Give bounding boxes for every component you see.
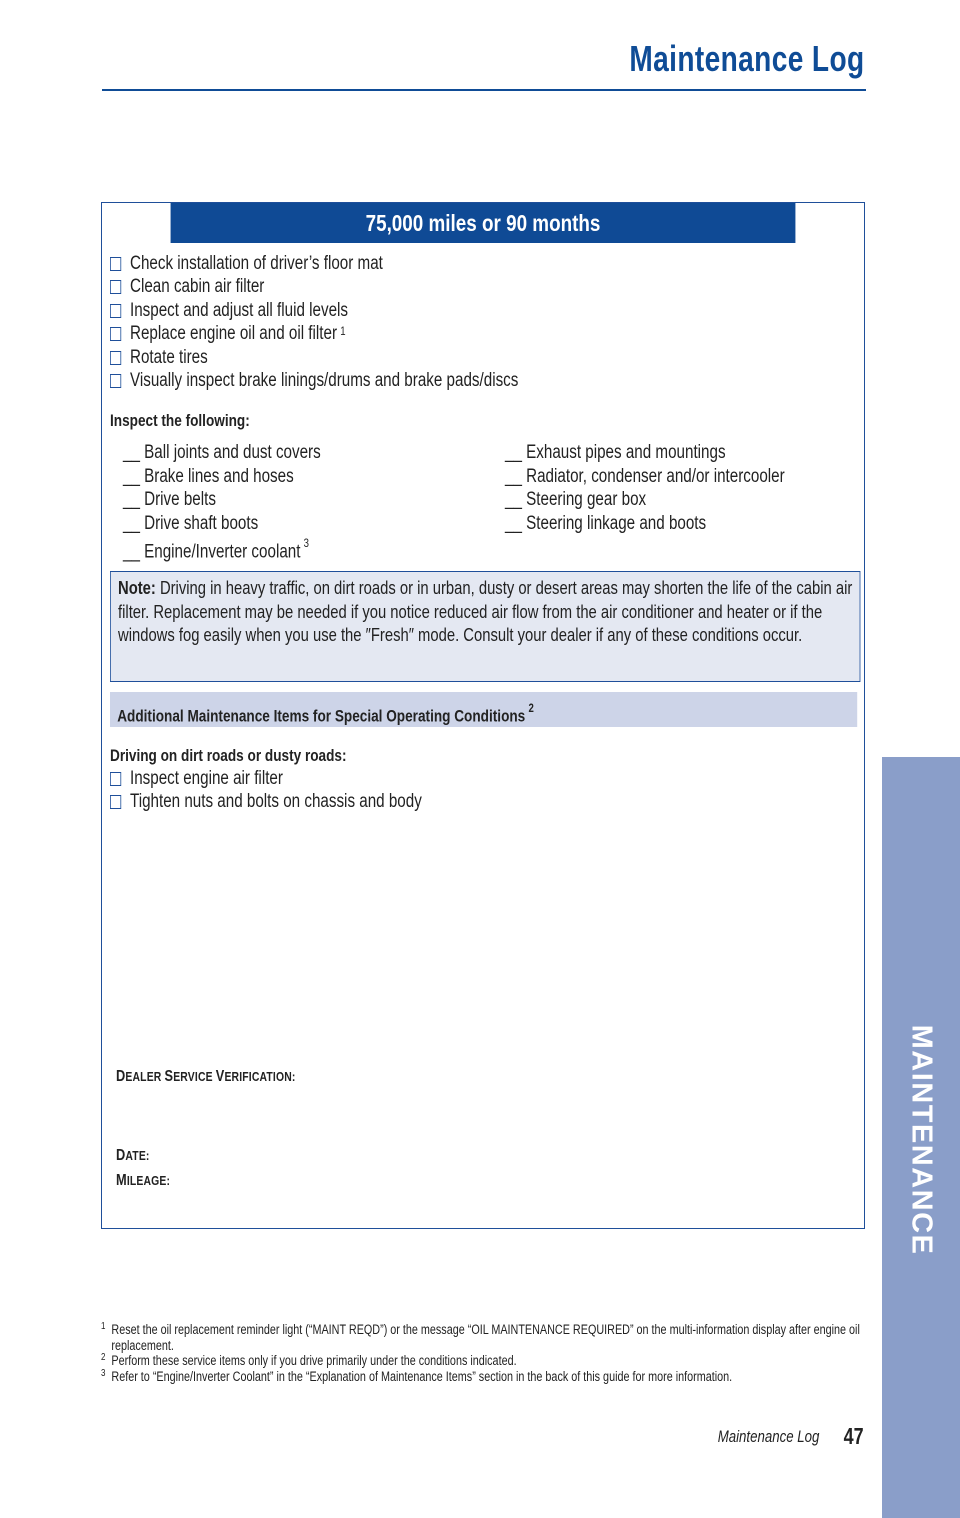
footnote-ref: 1 xyxy=(340,324,346,339)
inspect-item: __ Engine/Inverter coolant $^3$ xyxy=(123,536,309,563)
dealer-verification-label: DEALER SERVICE VERIFICATION: xyxy=(116,1068,296,1085)
checklist-item[interactable] xyxy=(110,276,518,300)
checkbox-icon[interactable] xyxy=(110,374,121,388)
inspect-item: __ Drive belts xyxy=(123,489,216,510)
checkbox-icon[interactable] xyxy=(110,795,121,809)
footnote: 2 Perform these service items only if you drive primarily under the conditions indicated. xyxy=(101,1352,517,1368)
footer-label: Maintenance Log xyxy=(717,1427,819,1446)
side-tab-label: MAINTENANCE xyxy=(905,1024,938,1256)
footnote-ref: 3 xyxy=(303,536,309,550)
checkbox-icon[interactable] xyxy=(110,351,121,365)
checklist-item-label: Replace engine oil and oil filter xyxy=(130,323,338,345)
inspect-item: __ Brake lines and hoses xyxy=(123,465,294,487)
additional-items-title: Additional Maintenance Items for Special Operating Conditions xyxy=(117,706,526,726)
checkbox-icon[interactable] xyxy=(110,772,121,786)
checklist-item-label: Clean cabin air filter xyxy=(130,276,265,298)
title-divider xyxy=(102,89,866,91)
checkbox-icon[interactable] xyxy=(110,327,121,341)
checklist-item-label: Visually inspect brake linings/drums and brake pads/discs xyxy=(130,370,519,392)
checkbox-icon[interactable] xyxy=(110,304,121,318)
maintenance-card xyxy=(101,202,865,1229)
inspect-item: __ Drive shaft boots xyxy=(123,512,259,534)
checklist-item-label: Inspect and adjust all fluid levels xyxy=(130,299,348,321)
page-title: Maintenance Log xyxy=(629,38,865,79)
inspect-item: __ Ball joints and dust covers xyxy=(123,442,321,463)
inspect-list-right xyxy=(505,441,785,535)
inspect-item: __ Steering linkage and boots xyxy=(505,512,707,534)
inspect-item: __ Steering gear box xyxy=(505,489,647,510)
dirt-roads-heading: Driving on dirt roads or dusty roads: xyxy=(110,746,347,765)
checklist-item[interactable] xyxy=(110,323,518,347)
mileage-label: MILEAGE: xyxy=(116,1172,171,1189)
checklist-item[interactable] xyxy=(110,346,518,370)
checklist-item-label: Tighten nuts and bolts on chassis and body xyxy=(130,791,422,813)
checklist-item[interactable] xyxy=(110,767,422,791)
checkbox-icon[interactable] xyxy=(110,280,121,294)
checklist-item[interactable] xyxy=(110,791,422,815)
checklist-item-label: Check installation of driver’s floor mat xyxy=(130,252,383,274)
service-checklist xyxy=(110,252,518,393)
note-text: Driving in heavy traffic, on dirt roads or in urban, dusty or desert areas may shorten the life of the cabin air filter. Replacement may be needed if you notice reduced air flow from the air conditioner and heater or if the windows fog easily when you use the ″Fresh″ mode. Consult your dealer if any of these conditions occur. xyxy=(118,577,853,645)
footnote-ref: 2 xyxy=(528,701,534,715)
dirt-roads-checklist xyxy=(110,767,422,814)
checklist-item[interactable] xyxy=(110,370,518,394)
inspect-item: __ Radiator, condenser and/or intercooler xyxy=(505,465,785,487)
note-label: Note: xyxy=(118,577,156,598)
checklist-item-label: Rotate tires xyxy=(130,346,208,368)
inspect-item: __ Exhaust pipes and mountings xyxy=(505,442,726,463)
date-label: DATE: xyxy=(116,1147,150,1164)
checkbox-icon[interactable] xyxy=(110,257,121,271)
additional-items-bar xyxy=(110,692,857,727)
footnotes xyxy=(101,1322,861,1384)
checklist-item[interactable] xyxy=(110,299,518,323)
note-box xyxy=(110,571,860,682)
inspect-heading: Inspect the following: xyxy=(110,411,250,430)
section-side-tab xyxy=(882,757,960,1518)
checklist-item[interactable] xyxy=(110,252,518,276)
footnote: 1 Reset the oil replacement reminder light (“MAINT REQD”) or the message “OIL MAINTENANCE REQUIRED” on the multi-information display after engine oil replacement. xyxy=(101,1321,860,1353)
inspect-list-left xyxy=(123,441,321,563)
footnote: 3 Refer to “Engine/Inverter Coolant” in the “Explanation of Maintenance Items” section in the back of this guide for more information. xyxy=(101,1367,733,1384)
interval-header: 75,000 miles or 90 months xyxy=(171,203,796,243)
page-number: 47 xyxy=(844,1423,864,1449)
checklist-item-label: Inspect engine air filter xyxy=(130,767,283,789)
